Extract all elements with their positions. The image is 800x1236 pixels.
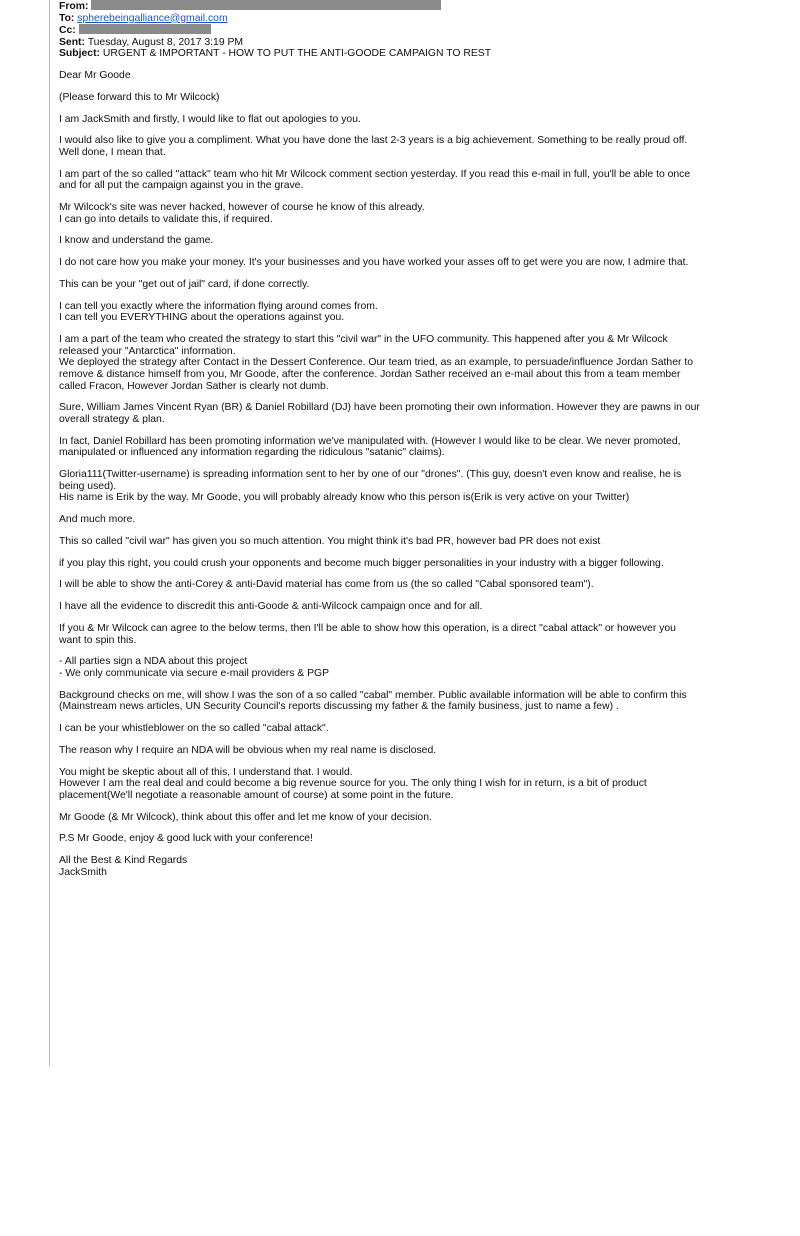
- body-paragraph: [59, 135, 789, 158]
- body-line: I am a part of the team who created the strategy to start this "civil war" in the UFO community. This happened after you & Mr Wilcock: [59, 334, 668, 346]
- body-line: His name is Erik by the way. Mr Goode, you will probably already know who this person is(Erik is very active on your Twitter): [59, 492, 630, 504]
- body-line: (Please forward this to Mr Wilcock): [59, 91, 220, 103]
- body-line: I do not care how you make your money. It's your businesses and you have worked your asses off to get were you are now, I admire that.: [59, 257, 689, 269]
- body-line: I have all the evidence to discredit this anti-Goode & anti-Wilcock campaign once and for all.: [59, 601, 483, 613]
- body-line: (Mainstream news articles, UN Security Council's reports discussing my father & the family business, just to name a few) .: [59, 701, 619, 713]
- body-paragraph: [59, 514, 789, 526]
- body-paragraph: [59, 469, 789, 504]
- body-line: I am JackSmith and firstly, I would like to flat out apologies to you.: [59, 113, 361, 125]
- body-line: Mr Goode (& Mr Wilcock), think about this offer and let me know of your decision.: [59, 811, 432, 823]
- body-paragraph: [59, 767, 789, 802]
- body-paragraph: [59, 812, 789, 824]
- cc-row: [59, 24, 789, 37]
- body-line: You might be skeptic about all of this, I understand that. I would.: [59, 766, 353, 778]
- body-paragraph: [59, 855, 789, 878]
- to-label: To:: [59, 12, 75, 24]
- cc-redaction: [79, 24, 211, 34]
- body-paragraph: [59, 402, 789, 425]
- body-paragraph: [59, 301, 789, 324]
- body-line: I know and understand the game.: [59, 235, 214, 247]
- sent-value: Tuesday, August 8, 2017 3:19 PM: [87, 36, 244, 48]
- to-email-link[interactable]: spherebeingalliance@gmail.com: [77, 12, 228, 24]
- body-line: I can tell you EVERYTHING about the operations against you.: [59, 312, 345, 324]
- body-line: The reason why I require an NDA will be obvious when my real name is disclosed.: [59, 744, 437, 756]
- body-line: released your "Antarctica" information.: [59, 345, 236, 357]
- body-line: I can go into details to validate this, if required.: [59, 213, 273, 225]
- email-body: [59, 70, 789, 878]
- body-line: And much more.: [59, 514, 136, 526]
- cc-label: Cc:: [59, 25, 76, 37]
- body-line: This so called "civil war" has given you so much attention. You might think it's bad PR, however bad PR does not exist: [59, 535, 601, 547]
- body-paragraph: [59, 623, 789, 646]
- to-row: [59, 13, 789, 25]
- body-line: want to spin this.: [59, 634, 137, 646]
- body-line: If you & Mr Wilcock can agree to the below terms, then I'll be able to show how this operation, is a direct "cabal attack" or however you: [59, 622, 676, 634]
- body-line: - We only communicate via secure e-mail providers & PGP: [59, 667, 330, 679]
- body-line: and for all put the campaign against you in the grave.: [59, 180, 304, 192]
- body-paragraph: [59, 656, 789, 679]
- body-paragraph: [59, 92, 789, 104]
- body-line: if you play this right, you could crush your opponents and become much bigger personalities in your industry with a bigger following.: [59, 557, 664, 569]
- body-line: Background checks on me, will show I was the son of a so called "cabal" member. Public available information will be able to confirm this: [59, 689, 687, 701]
- body-line: being used).: [59, 480, 117, 492]
- email-header: [59, 0, 789, 60]
- body-line: called Fracon, However Jordan Sather is clearly not dumb.: [59, 380, 329, 392]
- from-redaction: [91, 0, 441, 10]
- body-line: JackSmith: [59, 866, 107, 878]
- body-paragraph: [59, 558, 789, 570]
- subject-value: URGENT & IMPORTANT - HOW TO PUT THE ANTI-GOODE CAMPAIGN TO REST: [102, 48, 492, 60]
- body-paragraph: [59, 202, 789, 225]
- body-line: Dear Mr Goode: [59, 69, 131, 81]
- body-line: Gloria111(Twitter-username) is spreading information sent to her by one of our "drones". (This guy, doesn't even know and realise, he is: [59, 469, 682, 481]
- sent-row: [59, 37, 789, 49]
- body-paragraph: [59, 579, 789, 591]
- body-paragraph: [59, 723, 789, 735]
- body-line: However I am the real deal and could become a big revenue source for you. The only thing I wish for in return, is a bit of product: [59, 778, 647, 790]
- body-line: I am part of the so called "attack" team who hit Mr Wilcock comment section yesterday. If you read this e-mail in full, you'll be able to once: [59, 168, 691, 180]
- body-line: I would also like to give you a compliment. What you have done the last 2-3 years is a big achievement. Something to be really proud off.: [59, 135, 688, 147]
- from-row: [59, 0, 789, 13]
- body-line: remove & distance himself from you, Mr Goode, after the conference. Jordan Sather received an e-mail about this from a team member: [59, 368, 681, 380]
- email-message: [49, 0, 789, 1066]
- body-paragraph: [59, 436, 789, 459]
- body-line: placement(We'll negotiate a reasonable amount of course) at some point in the future.: [59, 789, 454, 801]
- body-paragraph: [59, 169, 789, 192]
- body-paragraph: [59, 745, 789, 757]
- body-line: - All parties sign a NDA about this project: [59, 656, 248, 668]
- body-line: P.S Mr Goode, enjoy & good luck with your conference!: [59, 833, 313, 845]
- sent-label: Sent:: [59, 36, 85, 48]
- body-line: manipulated or influenced any information regarding the ridiculous "satanic" claims).: [59, 447, 445, 459]
- body-paragraph: [59, 536, 789, 548]
- body-line: I can tell you exactly where the information flying around comes from.: [59, 300, 378, 312]
- body-paragraph: [59, 601, 789, 613]
- body-line: Well done, I mean that.: [59, 146, 166, 158]
- body-paragraph: [59, 833, 789, 845]
- body-paragraph: [59, 235, 789, 247]
- from-label: From:: [59, 1, 89, 12]
- body-paragraph: [59, 690, 789, 713]
- subject-row: [59, 48, 789, 60]
- body-paragraph: [59, 70, 789, 82]
- body-line: In fact, Daniel Robillard has been promoting information we've manipulated with. (However I would like to be clear. We never promoted,: [59, 435, 681, 447]
- body-line: Mr Wilcock's site was never hacked, however of course he know of this already.: [59, 202, 425, 214]
- body-line: This can be your "get out of jail" card, if done correctly.: [59, 279, 310, 290]
- body-paragraph: [59, 279, 789, 291]
- body-line: I will be able to show the anti-Corey & anti-David material has come from us (the so called "Cabal sponsored team").: [59, 579, 594, 591]
- subject-label: Subject:: [59, 48, 100, 60]
- body-line: We deployed the strategy after Contact in the Dessert Conference. Our team tried, as an example, to persuade/influence Jordan Sather to: [59, 357, 693, 369]
- body-line: All the Best & Kind Regards: [59, 855, 188, 867]
- body-paragraph: [59, 114, 789, 126]
- body-paragraph: [59, 257, 789, 269]
- body-line: overall strategy & plan.: [59, 413, 165, 425]
- body-line: I can be your whistleblower on the so called "cabal attack".: [59, 723, 329, 735]
- body-line: Sure, William James Vincent Ryan (BR) & Daniel Robillard (DJ) have been promoting their own information. However they are pawns in our: [59, 402, 700, 414]
- body-paragraph: [59, 334, 789, 392]
